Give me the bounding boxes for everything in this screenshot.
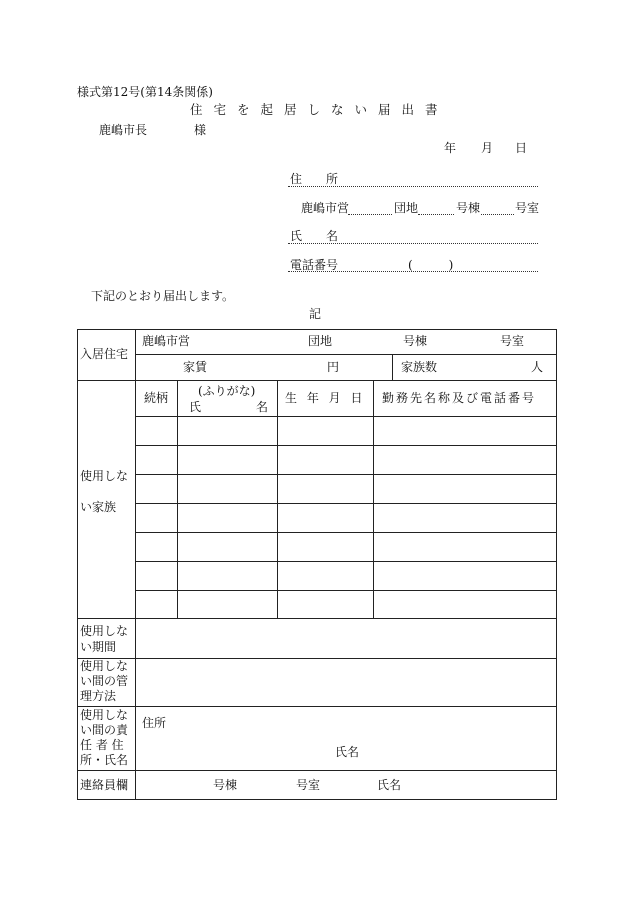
col-work: 勤務先名称及び電話番号	[382, 391, 537, 405]
col-name-2: 名	[256, 400, 269, 414]
date-day: 日	[515, 141, 528, 155]
form-number: 様式第12号(第14条関係)	[77, 85, 213, 99]
mgmt-label-1: 使用しな	[80, 659, 129, 673]
residence-city: 鹿嶋市営	[142, 334, 191, 348]
rent-unit: 円	[327, 360, 340, 374]
resp-name: 氏名	[335, 745, 360, 759]
family-section-label-1: 使用しな	[80, 469, 129, 483]
col-furigana: (ふりがな)	[198, 384, 256, 398]
liaison-goto: 号棟	[213, 778, 238, 792]
resp-label-3: 任 者 住	[80, 738, 124, 752]
intro-text: 下記のとおり届出します。	[91, 289, 235, 303]
col-birth: 生 年 月 日	[285, 391, 366, 405]
goshitsu-line	[481, 214, 514, 215]
ki-label: 記	[309, 307, 322, 321]
applicant-danchi: 団地	[394, 201, 419, 215]
applicant-phone-label: 電話番号	[290, 258, 339, 272]
resp-label-4: 所・氏名	[80, 753, 129, 767]
addressee-honorific: 様	[194, 123, 207, 137]
applicant-address-label: 住 所	[290, 172, 339, 186]
family-count-label: 家族数	[401, 360, 438, 374]
danchi-line	[348, 214, 392, 215]
applicant-phone-paren: ( )	[408, 258, 454, 272]
col-relation: 続柄	[144, 391, 169, 405]
mgmt-label-2: い間の管	[80, 674, 129, 688]
period-label-1: 使用しな	[80, 624, 129, 638]
resp-address: 住所	[142, 716, 167, 730]
family-section-label-2: い家族	[80, 500, 117, 514]
period-label-2: い期間	[80, 640, 117, 654]
applicant-goshitsu: 号室	[515, 201, 540, 215]
addressee-name: 鹿嶋市長	[99, 123, 148, 137]
residence-danchi: 団地	[308, 334, 333, 348]
goto-line	[418, 214, 454, 215]
resp-label-1: 使用しな	[80, 708, 129, 722]
date-month: 月	[481, 141, 494, 155]
form-title: 住宅を起居しない届出書	[190, 102, 449, 117]
family-count-unit: 人	[531, 360, 544, 374]
resp-label-2: い間の責	[80, 723, 129, 737]
residence-label: 入居住宅	[80, 347, 129, 361]
residence-goshitsu: 号室	[500, 334, 525, 348]
liaison-label: 連絡員欄	[80, 778, 129, 792]
mgmt-label-3: 理方法	[80, 689, 117, 703]
applicant-city: 鹿嶋市営	[301, 201, 350, 215]
name-line	[288, 243, 538, 244]
liaison-name: 氏名	[377, 778, 402, 792]
applicant-goto: 号棟	[456, 201, 481, 215]
rent-label: 家賃	[183, 360, 208, 374]
liaison-goshitsu: 号室	[296, 778, 321, 792]
address-line	[288, 186, 538, 187]
applicant-name-label: 氏 名	[290, 229, 339, 243]
phone-line	[288, 271, 538, 272]
residence-goto: 号棟	[403, 334, 428, 348]
col-name-1: 氏	[189, 400, 202, 414]
date-year: 年	[444, 141, 457, 155]
